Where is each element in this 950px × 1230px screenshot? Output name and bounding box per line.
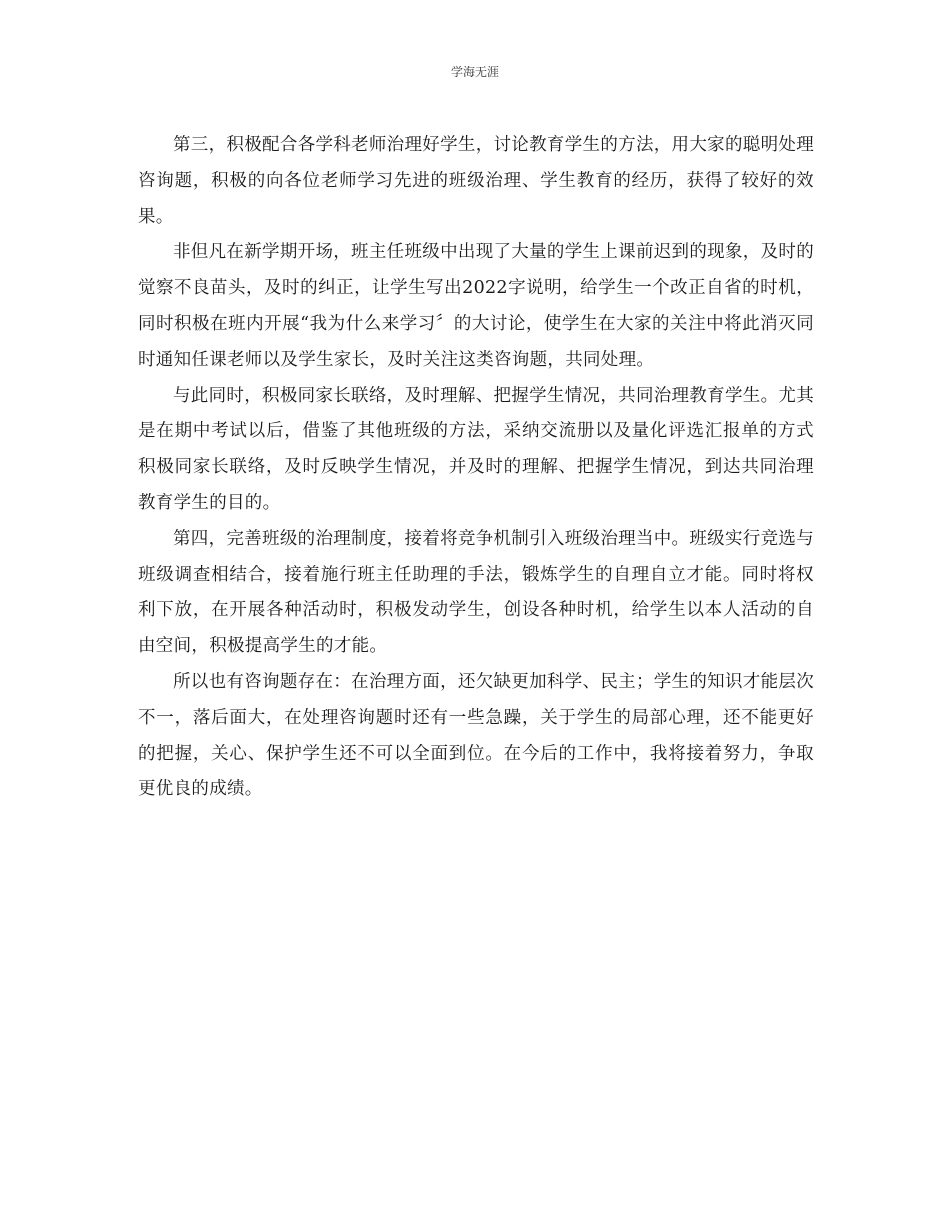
page-header: 学海无涯 (450, 65, 499, 79)
paragraph-3: 与此同时，积极同家长联络，及时理解、把握学生情况，共同治理教育学生。尤其是在期中考试以后，借鉴了其他班级的方法，采纳交流册以及量化评选汇报单的方式积极同家长联络，及时反映学生情况，并及时的理解、把握学生情况，到达共同治理教育学生的目的。 (138, 385, 814, 513)
paragraph-1: 第三，积极配合各学科老师治理好学生，讨论教育学生的方法，用大家的聪明处理咨询题，积极的向各位老师学习先进的班级治理、学生教育的经历，获得了较好的效果。 (138, 135, 814, 227)
document-body (138, 128, 814, 808)
paragraph-4: 第四，完善班级的治理制度，接着将竞争机制引入班级治理当中。班级实行竞选与班级调查相结合，接着施行班主任助理的手法，锻炼学生的自理自立才能。同时将权利下放，在开展各种活动时，积极发动学生，创设各种时机，给学生以本人活动的自由空间，积极提高学生的才能。 (138, 528, 814, 657)
paragraph-5: 所以也有咨询题存在：在治理方面，还欠缺更加科学、民主；学生的知识才能层次不一，落后面大，在处理咨询题时还有一些急躁，关于学生的局部心理，还不能更好的把握，关心、保护学生还不可以全面到位。在今后的工作中，我将接着努力，争取更优良的成绩。 (138, 671, 814, 800)
paragraph-2: 非但凡在新学期开场，班主任班级中出现了大量的学生上课前迟到的现象，及时的觉察不良苗头，及时的纠正，让学生写出2022字说明，给学生一个改正自省的时机，同时积极在班内开展“我为什么来学习〞的大讨论，使学生在大家的关注中将此消灭同时通知任课老师以及学生家长，及时关注这类咨询题，共同处理。 (138, 242, 814, 370)
